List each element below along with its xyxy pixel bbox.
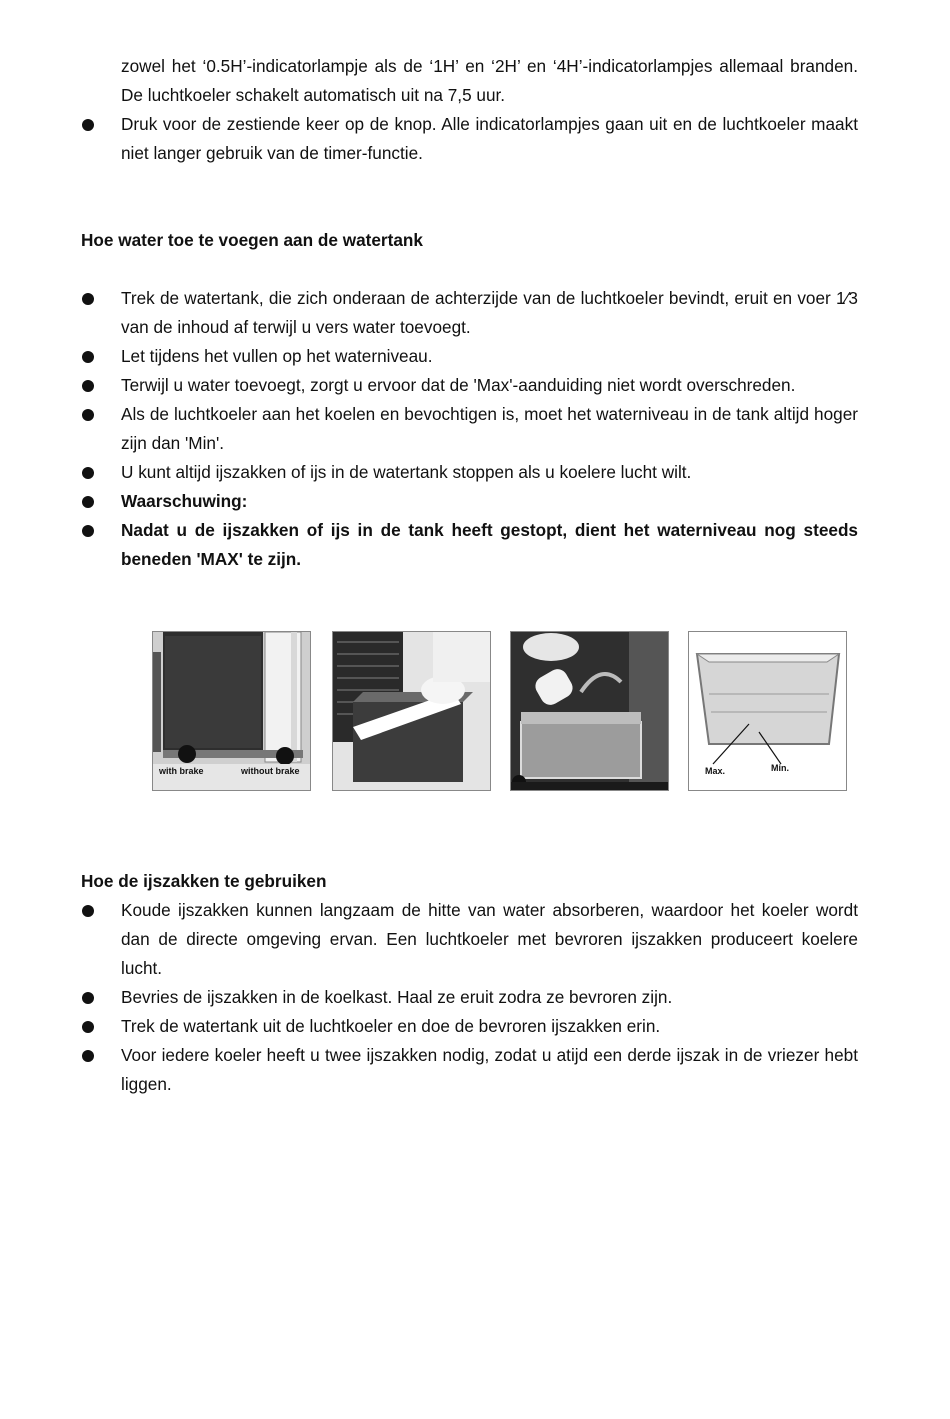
warning-text: Nadat u de ijszakken of ijs in de tank heeft gestopt, dient het waterniveau nog steeds beneden 'MAX' te zijn. [121, 520, 858, 569]
bullet-icon [82, 1050, 94, 1062]
water-list [81, 284, 858, 574]
bullet-icon [82, 409, 94, 421]
list-item [81, 284, 858, 342]
bullet-icon [82, 351, 94, 363]
ice-section-heading: Hoe de ijszakken te gebruiken [81, 871, 327, 891]
water-item-4-text: U kunt altijd ijszakken of ijs in de watertank stoppen als u koelere lucht wilt. [121, 462, 692, 482]
water-section-heading: Hoe water toe te voegen aan de watertank [81, 230, 423, 250]
ice-item-0-text: Koude ijszakken kunnen langzaam de hitte van water absorberen, waardoor het koeler wordt dan de directe omgeving ervan. Een luchtkoeler met bevroren ijszakken produceert koelere lucht. [121, 900, 858, 978]
list-item [81, 487, 858, 516]
timer-item-0-text: zowel het ‘0.5H’-indicatorlampje als de ‘1H’ en ‘2H’ en ‘4H’-indicatorlampjes allemaal branden. De luchtkoeler schakelt automatisch uit na 7,5 uur. [121, 56, 858, 105]
warning-label: Waarschuwing: [121, 491, 248, 511]
list-item [81, 342, 858, 371]
instruction-photos [152, 631, 848, 791]
bullet-icon [82, 467, 94, 479]
bullet-icon [82, 525, 94, 537]
caption-min: Min. [771, 763, 789, 773]
caption-without-brake: without brake [241, 766, 300, 776]
list-item [81, 52, 858, 110]
list-item [81, 458, 858, 487]
photo-fill-tank [510, 631, 669, 791]
bullet-icon [82, 992, 94, 1004]
bullet-icon [82, 293, 94, 305]
list-item [81, 400, 858, 458]
list-item [81, 371, 858, 400]
ice-item-1-text: Bevries de ijszakken in de koelkast. Haal ze eruit zodra ze bevroren zijn. [121, 987, 673, 1007]
water-item-3-text: Als de luchtkoeler aan het koelen en bevochtigen is, moet het waterniveau in de tank altijd hoger zijn dan 'Min'. [121, 404, 858, 453]
bullet-icon [82, 119, 94, 131]
bullet-icon [82, 905, 94, 917]
ice-item-3-text: Voor iedere koeler heeft u twee ijszakken nodig, zodat u atijd een derde ijszak in de vriezer hebt liggen. [121, 1045, 858, 1094]
water-item-1-text: Let tijdens het vullen op het waterniveau. [121, 346, 433, 366]
list-item [81, 1041, 858, 1099]
bullet-icon [82, 496, 94, 508]
list-item [81, 896, 858, 983]
ice-list [81, 896, 858, 1099]
caption-max: Max. [705, 766, 726, 776]
ice-item-2-text: Trek de watertank uit de luchtkoeler en doe de bevroren ijszakken erin. [121, 1016, 661, 1036]
caption-with-brake: with brake [159, 766, 204, 776]
list-item [81, 110, 858, 168]
timer-item-1-text: Druk voor de zestiende keer op de knop. Alle indicatorlampjes gaan uit en de luchtkoeler maakt niet langer gebruik van de timer-functie. [121, 114, 858, 163]
bullet-icon [82, 1021, 94, 1033]
list-item [81, 516, 858, 574]
list-item [81, 983, 858, 1012]
fill-tank-illustration [511, 632, 668, 790]
list-item [81, 1012, 858, 1041]
water-item-2-text: Terwijl u water toevoegt, zorgt u ervoor dat de 'Max'-aanduiding niet wordt overschreden. [121, 375, 796, 395]
timer-list [81, 52, 858, 168]
pull-tank-illustration [333, 632, 490, 790]
bullet-icon [82, 380, 94, 392]
photo-pull-tank [332, 631, 491, 791]
water-item-0-text: Trek de watertank, die zich onderaan de achterzijde van de luchtkoeler bevindt, eruit en voer 1⁄3 van de inhoud af terwijl u vers water toevoegt. [121, 288, 858, 337]
photo-wheels [152, 631, 311, 791]
photo-tank-levels [688, 631, 847, 791]
